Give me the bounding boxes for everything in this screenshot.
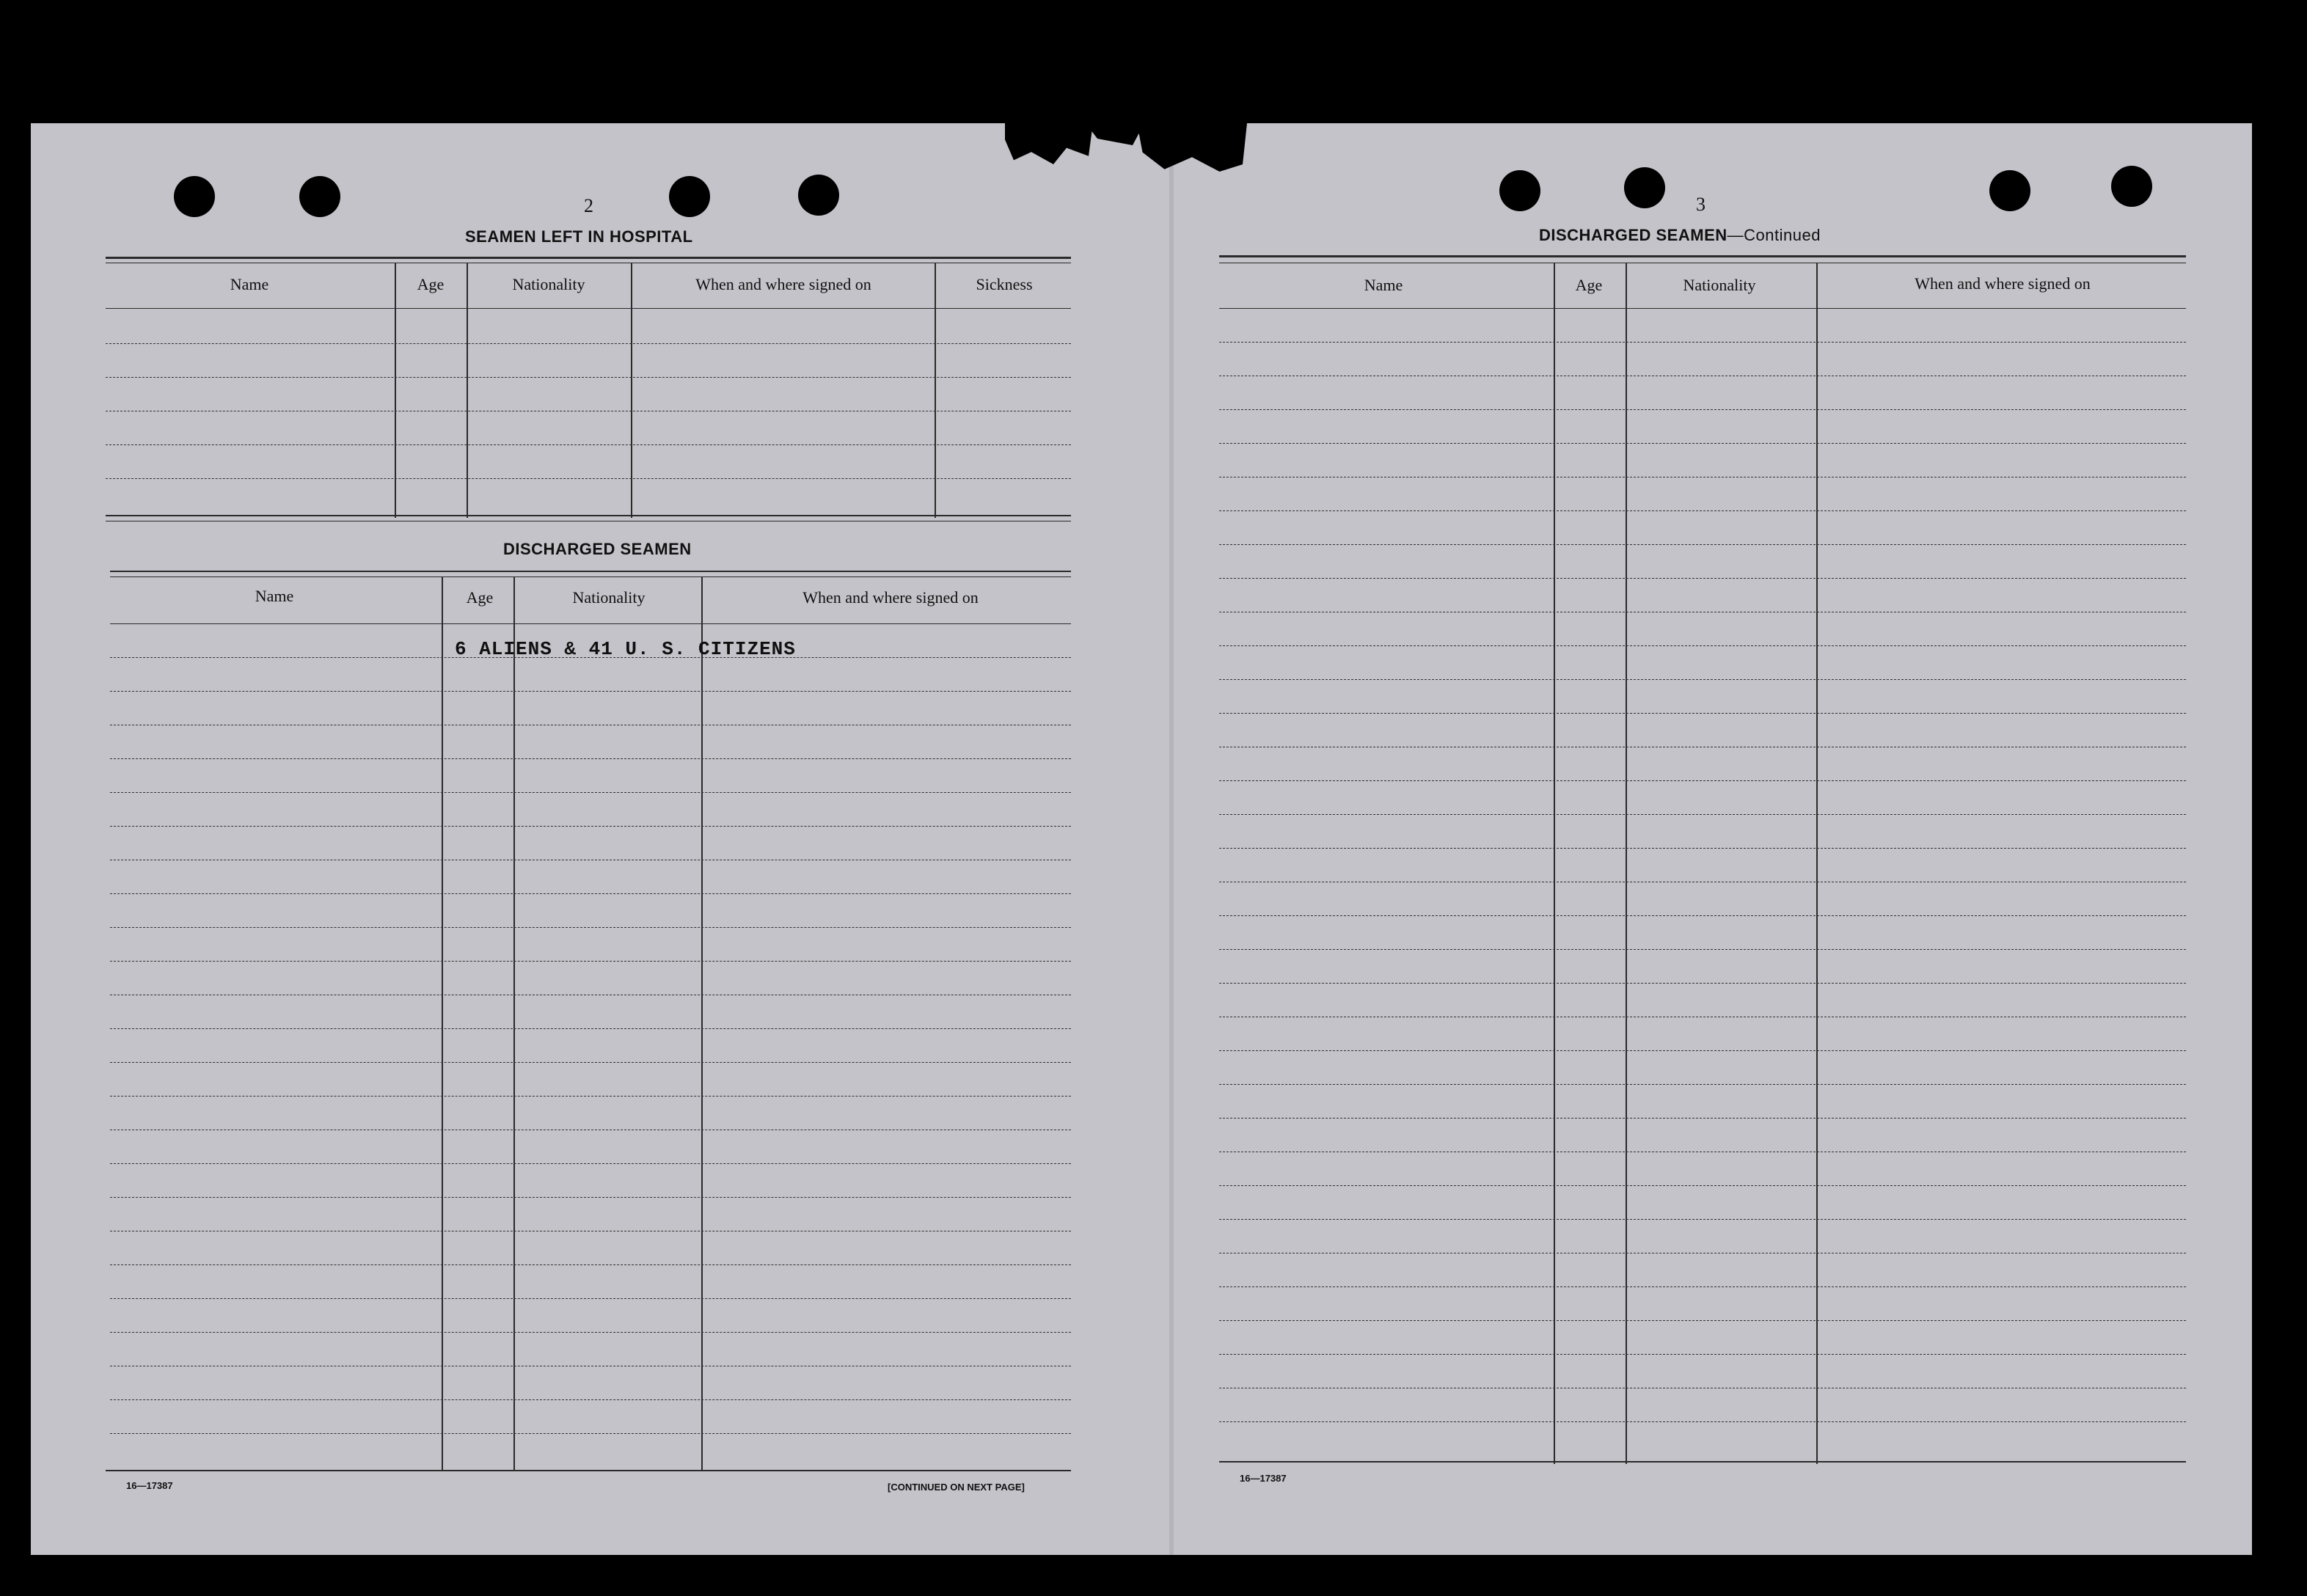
column-header-nationality: Nationality <box>512 275 585 293</box>
ruled-line <box>1219 915 2186 916</box>
ruled-line <box>110 961 1071 962</box>
column-header-signed-on: When and where signed on <box>802 588 979 607</box>
ruled-line <box>110 1062 1071 1063</box>
ruled-line <box>1219 1421 2186 1422</box>
ruled-line <box>1219 1050 2186 1051</box>
ruled-line <box>1219 1320 2186 1321</box>
ruled-line <box>110 893 1071 894</box>
ruled-line <box>1219 1185 2186 1186</box>
punch-hole <box>1624 167 1665 208</box>
title-suffix: —Continued <box>1727 226 1821 244</box>
punch-hole <box>2111 166 2152 207</box>
table-rule <box>106 257 1071 259</box>
page-fold <box>1169 123 1174 1555</box>
header-underline <box>106 308 1071 309</box>
ruled-line <box>110 792 1071 793</box>
punch-hole <box>299 176 340 217</box>
form-number: 16—17387 <box>1240 1473 1287 1484</box>
table-rule <box>106 1470 1071 1471</box>
ruled-line <box>1219 1286 2186 1287</box>
ruled-line <box>1219 1118 2186 1119</box>
ruled-line <box>106 343 1071 344</box>
ruled-line <box>110 826 1071 827</box>
ruled-line <box>1219 510 2186 511</box>
ruled-line <box>1219 443 2186 444</box>
table-rule <box>110 571 1071 572</box>
ruled-line <box>1219 1084 2186 1085</box>
column-divider <box>631 263 632 518</box>
punch-hole <box>669 176 710 217</box>
column-divider <box>467 263 468 518</box>
punch-hole <box>798 175 839 216</box>
ruled-line <box>110 1399 1071 1400</box>
column-header-age: Age <box>466 588 494 607</box>
column-divider <box>395 263 396 518</box>
column-header-signed-on: When and where signed on <box>1915 274 2091 293</box>
ruled-line <box>110 1096 1071 1097</box>
ruled-line <box>110 1298 1071 1299</box>
document-sheet <box>31 123 2252 1555</box>
punch-hole <box>1989 170 2030 211</box>
ruled-line <box>110 1028 1071 1029</box>
column-divider <box>442 576 443 1470</box>
ruled-line <box>1219 814 2186 815</box>
ruled-line <box>1219 342 2186 343</box>
column-header-nationality: Nationality <box>572 588 646 607</box>
ruled-line <box>1219 409 2186 410</box>
ruled-line <box>1219 780 2186 781</box>
ruled-line <box>110 927 1071 928</box>
ruled-line <box>1219 949 2186 950</box>
form-number: 16—17387 <box>126 1480 173 1491</box>
ruled-line <box>106 444 1071 445</box>
punch-hole <box>174 176 215 217</box>
punch-hole <box>1499 170 1540 211</box>
ruled-line <box>106 478 1071 479</box>
ruled-line <box>1219 1219 2186 1220</box>
column-header-name: Name <box>255 587 294 605</box>
ruled-line <box>110 691 1071 692</box>
table-rule <box>106 515 1071 516</box>
ruled-line <box>1219 578 2186 579</box>
ruled-line <box>1219 645 2186 646</box>
continued-note: [CONTINUED ON NEXT PAGE] <box>888 1482 1025 1493</box>
ruled-line <box>110 1433 1071 1434</box>
ruled-line <box>110 758 1071 759</box>
table-rule <box>1219 1461 2186 1463</box>
discharged-continued-title <box>1539 226 1821 245</box>
ruled-line <box>110 1332 1071 1333</box>
ruled-line <box>110 1197 1071 1198</box>
column-header-age: Age <box>1575 276 1603 294</box>
column-header-name: Name <box>1364 276 1403 294</box>
column-header-name: Name <box>230 275 269 293</box>
ruled-line <box>1219 983 2186 984</box>
ruled-line <box>106 377 1071 378</box>
column-header-sickness: Sickness <box>976 275 1033 293</box>
header-underline <box>110 623 1071 624</box>
discharged-section-title: DISCHARGED SEAMEN <box>503 540 692 558</box>
ruled-line <box>110 1264 1071 1265</box>
ruled-line <box>1219 544 2186 545</box>
page-number: 3 <box>1696 194 1705 215</box>
title-main: DISCHARGED SEAMEN <box>1539 226 1727 244</box>
page-number: 2 <box>584 195 593 216</box>
column-header-nationality: Nationality <box>1683 276 1756 294</box>
hospital-section-title: SEAMEN LEFT IN HOSPITAL <box>465 227 693 246</box>
column-header-signed-on: When and where signed on <box>695 275 871 293</box>
ruled-line <box>1219 679 2186 680</box>
column-divider <box>701 576 703 1470</box>
table-rule <box>110 576 1071 577</box>
ruled-line <box>1219 848 2186 849</box>
typed-entry: 6 ALIENS & 41 U. S. CITIZENS <box>455 638 796 660</box>
column-divider <box>513 576 515 1470</box>
column-divider <box>935 263 936 518</box>
ruled-line <box>1219 713 2186 714</box>
table-rule <box>1219 255 2186 257</box>
ruled-line <box>1219 1354 2186 1355</box>
column-header-age: Age <box>417 275 445 293</box>
ruled-line <box>110 1163 1071 1164</box>
header-underline <box>1219 308 2186 309</box>
